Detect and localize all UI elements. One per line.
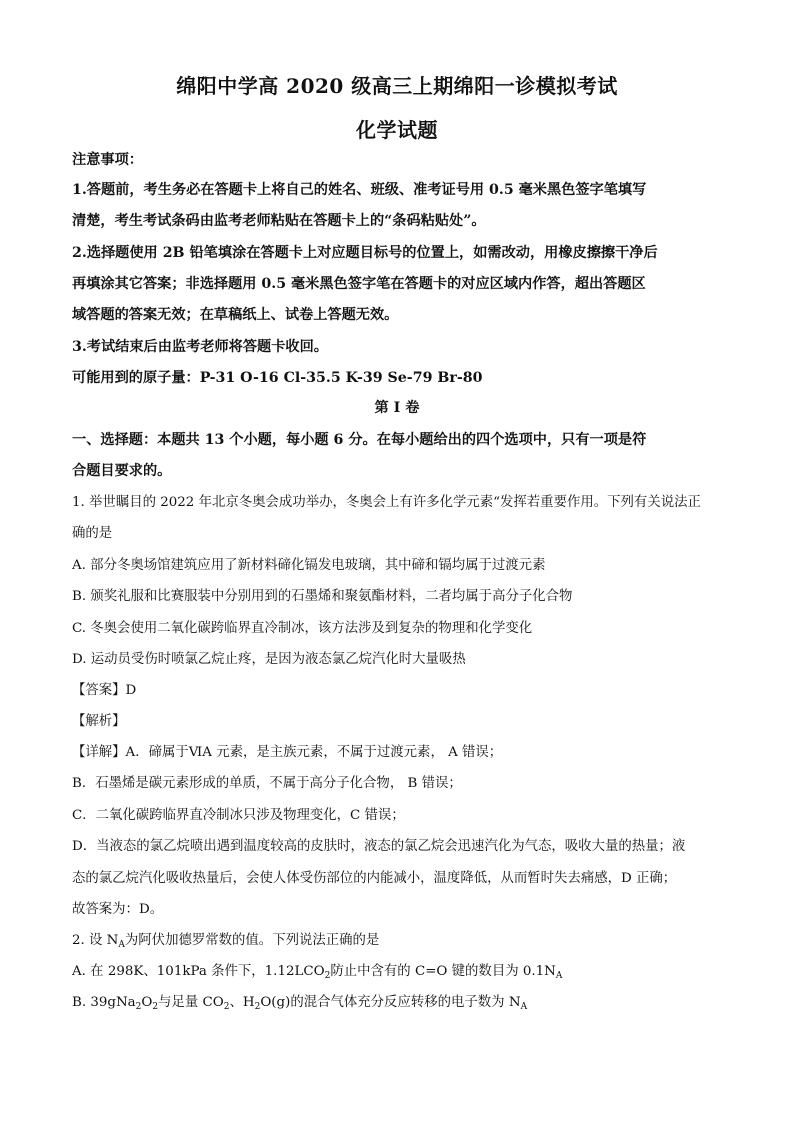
q2-option-a-text-2: 防止中含有的 C=O 键的数目为 0.1N <box>330 964 556 979</box>
note-item-1-line-2: 清楚，考生考试条码由监考老师粘贴在答题卡上的“条码粘贴处”。 <box>72 213 486 229</box>
q2-option-b-subscript-2: 2 <box>152 1002 159 1012</box>
q2-option-a-subscript: 2 <box>324 971 331 981</box>
q1-detail-line-6: 故答案为：D。 <box>72 902 164 917</box>
q1-option-a: A. 部分冬奥场馆建筑应用了新材料碲化镉发电玻璃，其中碲和镉均属于过渡元素 <box>72 558 546 573</box>
q2-option-b-text: B. 39gNa <box>72 995 136 1010</box>
q2-option-b-text-4: 、H <box>229 995 255 1010</box>
q1-option-b: B. 颁奖礼服和比赛服装中分别用到的石墨烯和聚氨酯材料，二者均属于高分子化合物 <box>72 589 573 604</box>
notes-heading: 注意事项： <box>72 152 143 168</box>
q1-detail-line-1: 【详解】A．碲属于ⅥA 元素，是主族元素，不属于过渡元素， A 错误； <box>72 745 503 760</box>
q2-stem-text-2: 为阿伏加德罗常数的值。下列说法正确的是 <box>124 933 380 948</box>
note-item-2-line-2: 再填涂其它答案；非选择题用 0.5 毫米黑色签字笔在答题卡的对应区域内作答，超出答题区 <box>72 276 646 292</box>
q2-option-b-subscript-4: 2 <box>254 1002 261 1012</box>
q1-answer: 【答案】D <box>72 683 137 698</box>
q1-stem-line-2: 确的是 <box>72 526 113 541</box>
q2-option-b-text-3: 与足量 CO <box>158 995 224 1010</box>
q2-stem <box>72 931 722 951</box>
note-item-2-line-3: 域答题的答案无效；在草稿纸上、试卷上答题无效。 <box>72 307 399 323</box>
exam-title: 绵阳中学高 2020 级高三上期绵阳一诊模拟考试 <box>176 74 618 98</box>
q2-option-a-text: A. 在 298K、101kPa 条件下，1.12LCO <box>72 964 325 979</box>
q2-option-b-text-2: O <box>141 995 153 1010</box>
q1-detail-line-2: B．石墨烯是碳元素形成的单质，不属于高分子化合物， B 错误； <box>72 776 462 791</box>
q1-analysis-label: 【解析】 <box>72 714 126 729</box>
volume-label: 第 I 卷 <box>374 400 420 416</box>
q1-option-c: C. 冬奥会使用二氧化碳跨临界直冷制冰，该方法涉及到复杂的物理和化学变化 <box>72 621 533 636</box>
section-1-line-2: 合题目要求的。 <box>72 463 172 479</box>
q2-option-b <box>72 993 722 1013</box>
exam-subtitle: 化学试题 <box>356 118 438 142</box>
q2-option-b-subscript-5: A <box>520 1002 528 1012</box>
q2-stem-text: 2. 设 N <box>72 933 119 948</box>
q2-option-b-subscript-3: 2 <box>223 1002 230 1012</box>
q1-detail-line-4: D．当液态的氯乙烷喷出遇到温度较高的皮肤时，液态的氯乙烷会迅速汽化为气态，吸收大量的热量；液 <box>72 839 686 854</box>
q2-stem-subscript: A <box>118 940 125 950</box>
note-item-2-line-1: 2.选择题使用 2B 铅笔填涂在答题卡上对应题目标号的位置上，如需改动，用橡皮擦擦干净后 <box>72 245 658 261</box>
q1-stem-line-1: 1. 举世瞩目的 2022 年北京冬奥会成功举办，冬奥会上有许多化学元素“发挥若重要作用。下列有关说法正 <box>72 495 701 510</box>
q2-option-b-subscript: 2 <box>135 1002 142 1012</box>
atomic-masses: 可能用到的原子量：P-31 O-16 Cl-35.5 K-39 Se-79 Br-80 <box>72 370 483 386</box>
note-item-3: 3.考试结束后由监考老师将答题卡收回。 <box>72 339 328 355</box>
q2-option-b-text-5: O(g)的混合气体充分反应转移的电子数为 N <box>260 995 521 1010</box>
q1-option-d: D. 运动员受伤时喷氯乙烷止疼，是因为液态氯乙烷汽化时大量吸热 <box>72 652 466 667</box>
q2-option-a-subscript-2: A <box>555 971 563 981</box>
note-item-1-line-1: 1.答题前，考生务必在答题卡上将自己的姓名、班级、准考证号用 0.5 毫米黑色签字笔填写 <box>72 182 647 198</box>
q1-detail-line-5: 态的氯乙烷汽化吸收热量后，会使人体受伤部位的内能减小，温度降低，从而暂时失去痛感，D 正确； <box>72 871 677 886</box>
q1-detail-line-3: C．二氧化碳跨临界直冷制冰只涉及物理变化，C 错误； <box>72 808 405 823</box>
section-1-line-1: 一、选择题：本题共 13 个小题，每小题 6 分。在每小题给出的四个选项中，只有一项是符 <box>72 432 647 448</box>
q2-option-a <box>72 962 722 982</box>
